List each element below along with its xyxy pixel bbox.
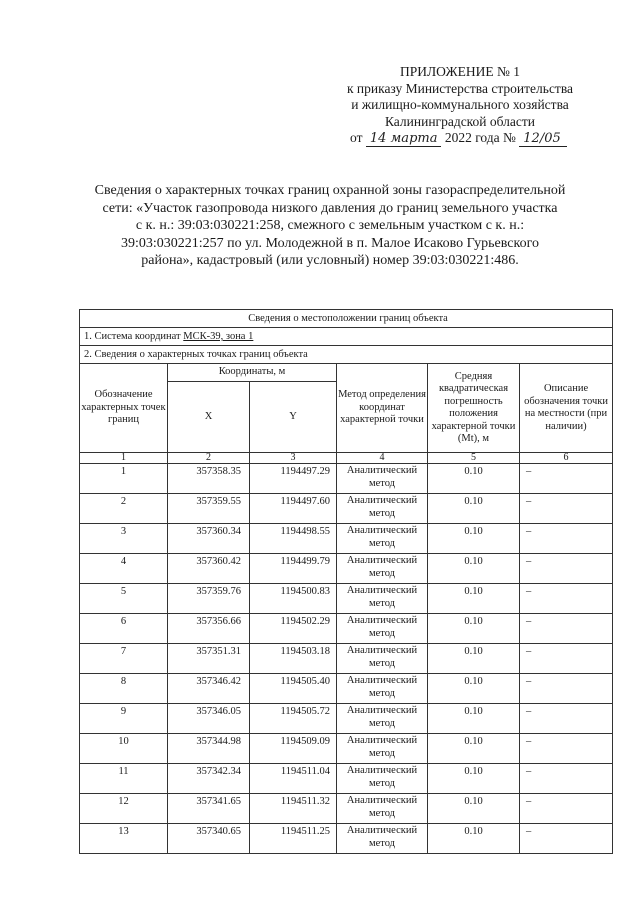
cell-error: 0.10	[428, 704, 520, 734]
table-row	[80, 734, 613, 764]
table-row	[80, 614, 613, 644]
cell-y: 1194500.83	[250, 584, 337, 614]
cell-x: 357360.42	[168, 554, 250, 584]
coordinate-system-value: МСК-39, зона 1	[183, 331, 254, 342]
cell-y: 1194505.72	[250, 704, 337, 734]
title-line: Сведения о характерных точках границ охранной зоны газораспределительной	[94, 183, 566, 198]
cell-error: 0.10	[428, 734, 520, 764]
cell-point: 12	[80, 794, 168, 824]
table-row	[80, 824, 613, 854]
cell-method: Аналитический метод	[337, 734, 428, 764]
handwritten-date: 14 марта	[366, 132, 442, 147]
cell-error: 0.10	[428, 764, 520, 794]
cell-y: 1194511.32	[250, 794, 337, 824]
title-line: сети: «Участок газопровода низкого давления до границ земельного участка	[102, 200, 558, 216]
cell-description: –	[520, 704, 613, 734]
cell-x: 357344.98	[168, 734, 250, 764]
cell-description: –	[520, 464, 613, 494]
column-number: 5	[428, 453, 520, 464]
header-point: Обозначение характерных точек границ	[80, 364, 168, 453]
column-number: 3	[250, 453, 337, 464]
cell-error: 0.10	[428, 524, 520, 554]
document-title	[50, 182, 610, 270]
cell-error: 0.10	[428, 794, 520, 824]
cell-error: 0.10	[428, 554, 520, 584]
cell-error: 0.10	[428, 614, 520, 644]
cell-method: Аналитический метод	[337, 614, 428, 644]
cell-x: 357346.05	[168, 704, 250, 734]
header-method: Метод определения координат характерной точки	[337, 364, 428, 453]
cell-description: –	[520, 644, 613, 674]
title-line: района», кадастровый (или условный) номер 39:03:030221:486.	[141, 253, 519, 268]
cell-method: Аналитический метод	[337, 524, 428, 554]
cell-description: –	[520, 614, 613, 644]
column-numbers-row	[80, 453, 613, 464]
cell-point: 5	[80, 584, 168, 614]
cell-x: 357346.42	[168, 674, 250, 704]
table-row	[80, 584, 613, 614]
cell-y: 1194511.25	[250, 824, 337, 854]
cell-y: 1194509.09	[250, 734, 337, 764]
table-row	[80, 764, 613, 794]
cell-point: 7	[80, 644, 168, 674]
cell-y: 1194502.29	[250, 614, 337, 644]
table-row	[80, 644, 613, 674]
cell-error: 0.10	[428, 644, 520, 674]
cell-method: Аналитический метод	[337, 794, 428, 824]
table-row	[80, 464, 613, 494]
cell-error: 0.10	[428, 824, 520, 854]
cell-point: 13	[80, 824, 168, 854]
cell-method: Аналитический метод	[337, 824, 428, 854]
cell-description: –	[520, 584, 613, 614]
header-coords: Координаты, м	[168, 364, 337, 382]
header-x: X	[168, 382, 250, 453]
cell-method: Аналитический метод	[337, 644, 428, 674]
points-section-row: 2. Сведения о характерных точках границ объекта	[80, 346, 613, 364]
cell-point: 1	[80, 464, 168, 494]
cell-description: –	[520, 674, 613, 704]
cell-x: 357342.34	[168, 764, 250, 794]
header-y: Y	[250, 382, 337, 453]
cell-point: 10	[80, 734, 168, 764]
cell-point: 2	[80, 494, 168, 524]
column-number: 1	[80, 453, 168, 464]
appendix-header	[300, 64, 620, 147]
cell-method: Аналитический метод	[337, 764, 428, 794]
cell-method: Аналитический метод	[337, 494, 428, 524]
cell-description: –	[520, 824, 613, 854]
cell-description: –	[520, 734, 613, 764]
cell-point: 11	[80, 764, 168, 794]
cell-point: 4	[80, 554, 168, 584]
appendix-line-3: Калининградской области	[384, 113, 536, 129]
cell-x: 357351.31	[168, 644, 250, 674]
coordinate-system-label: 1. Система координат	[84, 331, 184, 342]
cell-error: 0.10	[428, 584, 520, 614]
cell-x: 357341.65	[168, 794, 250, 824]
cell-description: –	[520, 524, 613, 554]
cell-x: 357358.35	[168, 464, 250, 494]
cell-description: –	[520, 764, 613, 794]
header-description: Описание обозначения точки на местности (при наличии)	[520, 364, 613, 453]
table-row	[80, 524, 613, 554]
table-row	[80, 494, 613, 524]
cell-point: 3	[80, 524, 168, 554]
cell-y: 1194503.18	[250, 644, 337, 674]
cell-method: Аналитический метод	[337, 464, 428, 494]
cell-method: Аналитический метод	[337, 584, 428, 614]
title-line: с к. н.: 39:03:030221:258, смежного с земельным участком с к. н.:	[135, 218, 525, 233]
from-label: от	[350, 130, 363, 145]
cell-description: –	[520, 794, 613, 824]
cell-x: 357359.55	[168, 494, 250, 524]
column-number: 2	[168, 453, 250, 464]
cell-point: 8	[80, 674, 168, 704]
cell-error: 0.10	[428, 464, 520, 494]
cell-description: –	[520, 554, 613, 584]
cell-error: 0.10	[428, 494, 520, 524]
cell-y: 1194499.79	[250, 554, 337, 584]
cell-point: 9	[80, 704, 168, 734]
table-row	[80, 554, 613, 584]
cell-y: 1194511.04	[250, 764, 337, 794]
header-error: Средняя квадратическая погрешность положения характерной точки (Mt), м	[428, 364, 520, 453]
cell-x: 357340.65	[168, 824, 250, 854]
cell-x: 357359.76	[168, 584, 250, 614]
cell-x: 357360.34	[168, 524, 250, 554]
cell-method: Аналитический метод	[337, 674, 428, 704]
title-line: 39:03:030221:257 по ул. Молодежной в п. Малое Исаково Гурьевского	[121, 235, 539, 251]
appendix-title: ПРИЛОЖЕНИЕ № 1	[399, 64, 521, 79]
boundary-points-table	[79, 309, 613, 854]
table-row	[80, 674, 613, 704]
column-number: 4	[337, 453, 428, 464]
table-row	[80, 794, 613, 824]
cell-description: –	[520, 494, 613, 524]
table-row	[80, 704, 613, 734]
coordinate-system-row	[80, 328, 613, 346]
year-text: 2022 года №	[444, 130, 516, 145]
cell-x: 357356.66	[168, 614, 250, 644]
cell-method: Аналитический метод	[337, 704, 428, 734]
handwritten-order-number: 12/05	[519, 132, 567, 147]
cell-point: 6	[80, 614, 168, 644]
cell-y: 1194498.55	[250, 524, 337, 554]
cell-y: 1194497.60	[250, 494, 337, 524]
table-caption: Сведения о местоположении границ объекта	[80, 310, 613, 328]
column-number: 6	[520, 453, 613, 464]
appendix-line-1: к приказу Министерства строительства	[346, 80, 574, 96]
cell-method: Аналитический метод	[337, 554, 428, 584]
order-date-line	[300, 130, 620, 147]
cell-error: 0.10	[428, 674, 520, 704]
cell-y: 1194505.40	[250, 674, 337, 704]
cell-y: 1194497.29	[250, 464, 337, 494]
appendix-line-2: и жилищно-коммунального хозяйства	[351, 97, 569, 112]
